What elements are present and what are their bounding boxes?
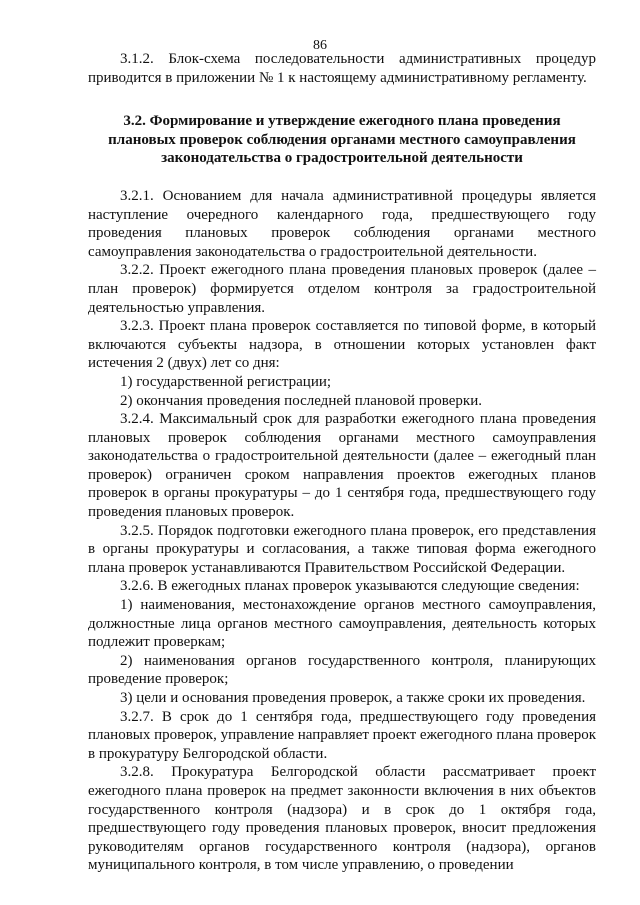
list-item: 2) окончания проведения последней плановой проверки. [120, 392, 482, 409]
spacer [88, 168, 596, 187]
paragraph-3-2-1: 3.2.1. Основанием для начала административной процедуры является наступление очередного календарного года, предшествующего году проведения плановых проверок соблюдения органами местного самоуправления законодательства о градостроительной деятельности. [88, 187, 596, 260]
paragraph-3-2-4: 3.2.4. Максимальный срок для разработки ежегодного плана проведения плановых проверок соблюдения органами местного самоуправления законодательства о градостроительной деятельности (далее – ежегодный план проверок) ограничен сроком направления проектов ежегодных планов проверок в органы прокуратуры – до 1 сентября года, предшествующего году проведения плановых проверок. [88, 411, 596, 521]
page-number: 86 [313, 38, 327, 53]
spacer [88, 87, 596, 112]
list-item: 1) наименования, местонахождение органов местного самоуправления, должностные лица органов местного самоуправления, деятельность которых подлежит проверкам; [88, 597, 596, 651]
intro-paragraph: 3.1.2. Блок-схема последовательности административных процедур приводится в приложении № 1 к настоящему административному регламенту. [88, 51, 596, 86]
paragraph-3-2-6: 3.2.6. В ежегодных планах проверок указываются следующие сведения: [120, 578, 580, 595]
list-item: 2) наименования органов государственного контроля, планирующих проведение проверок; [88, 652, 596, 688]
list-item: 1) государственной регистрации; [120, 373, 332, 390]
paragraph-3-2-7: 3.2.7. В срок до 1 сентября года, предшествующего году проведения плановых проверок, управление направляет проект ежегодного плана проверок в прокуратуру Белгородской области. [88, 708, 597, 762]
page-body [88, 50, 596, 875]
section-title: 3.2. Формирование и утверждение ежегодного плана проведения плановых проверок соблюдения органами местного самоуправления законодательства о градостроительной деятельности [108, 113, 576, 167]
paragraph-3-2-5: 3.2.5. Порядок подготовки ежегодного плана проверок, его представления в органы прокуратуры и согласования, а также типовая форма ежегодного плана проверок устанавливаются Правительством Российской Федерации. [88, 522, 596, 576]
list-item: 3) цели и основания проведения проверок, а также сроки их проведения. [120, 690, 586, 706]
paragraph-3-2-2: 3.2.2. Проект ежегодного плана проведения плановых проверок (далее – план проверок) формируется отделом контроля за градостроительной деятельностью управления. [88, 262, 596, 316]
paragraph-3-2-8: 3.2.8. Прокуратура Белгородской области рассматривает проект ежегодного плана проверок на предмет законности включения в них объектов государственного контроля (надзора) и в срок до 1 октября года, предшествующего году проведения плановых проверок, вносит предложения руководителям органов государственного контроля (надзора), органов муниципального контроля, в том числе управлению, о проведении [88, 764, 596, 874]
paragraph-3-2-3: 3.2.3. Проект плана проверок составляется по типовой форме, в который включаются субъекты надзора, в отношении которых установлен факт истечения 2 (двух) лет со дня: [88, 318, 596, 372]
